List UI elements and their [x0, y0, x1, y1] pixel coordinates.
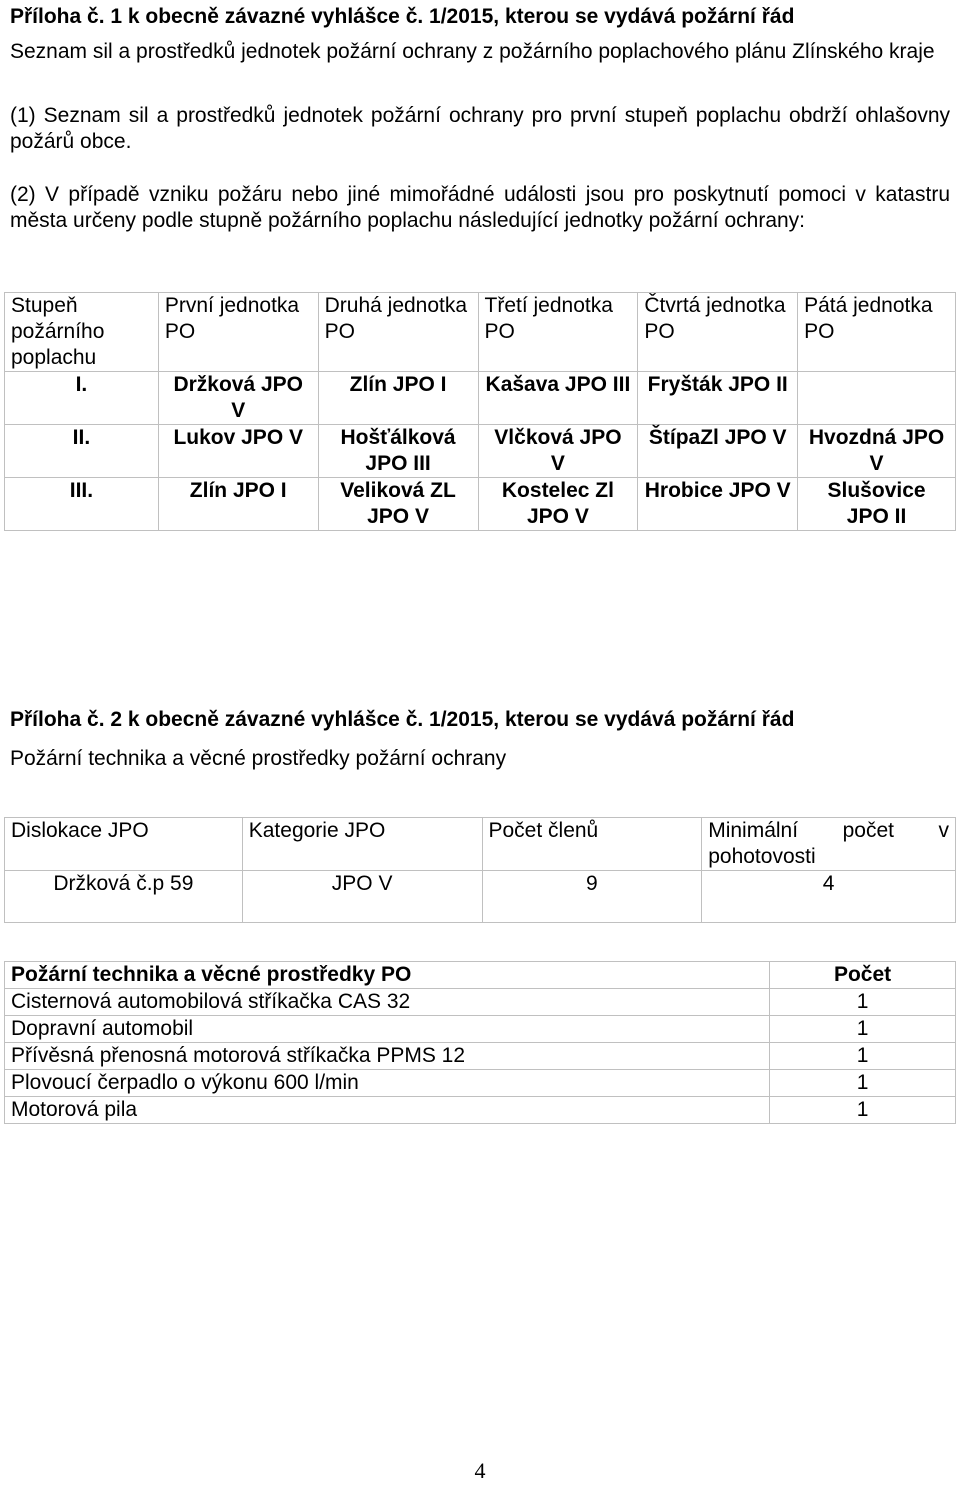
count-cell: 1 — [770, 1043, 956, 1070]
annex2-subtitle: Požární technika a věcné prostředky požární ochrany — [10, 747, 507, 770]
table-header-row — [5, 962, 956, 989]
equipment-cell: Přívěsná přenosná motorová stříkačka PPMS 12 — [5, 1043, 770, 1070]
table-row — [5, 989, 956, 1016]
unit-info-table — [4, 817, 956, 923]
header-equipment: Požární technika a věcné prostředky PO — [5, 962, 770, 989]
equipment-cell: Cisternová automobilová stříkačka CAS 32 — [5, 989, 770, 1016]
min-standby-cell: 4 — [702, 871, 956, 923]
equipment-cell: Plovoucí čerpadlo o výkonu 600 l/min — [5, 1070, 770, 1097]
count-cell: 1 — [770, 1097, 956, 1124]
header-unit-4: Čtvrtá jednotka PO — [638, 293, 798, 372]
header-unit-2: Druhá jednotka PO — [318, 293, 478, 372]
unit-cell: Slušovice JPO II — [798, 478, 956, 531]
count-cell: 1 — [770, 1016, 956, 1043]
alarm-degree-table — [4, 292, 956, 531]
table-row — [5, 1097, 956, 1124]
header-dislocation: Dislokace JPO — [5, 818, 243, 871]
header-min-standby: Minimální počet v pohotovosti — [702, 818, 956, 871]
unit-cell: Hošťálková JPO III — [318, 425, 478, 478]
header-unit-3: Třetí jednotka PO — [478, 293, 638, 372]
count-cell: 1 — [770, 1070, 956, 1097]
table-row — [5, 1043, 956, 1070]
unit-cell: Hrobice JPO V — [638, 478, 798, 531]
header-category: Kategorie JPO — [242, 818, 482, 871]
unit-cell: Fryšták JPO II — [638, 372, 798, 425]
count-cell: 1 — [770, 989, 956, 1016]
header-alarm-degree: Stupeň požárního poplachu — [5, 293, 159, 372]
equipment-cell: Dopravní automobil — [5, 1016, 770, 1043]
header-count: Počet — [770, 962, 956, 989]
unit-cell: Zlín JPO I — [158, 478, 318, 531]
table-row — [5, 871, 956, 923]
table-row — [5, 1016, 956, 1043]
annex1-paragraph-2: (2) V případě vzniku požáru nebo jiné mimořádné události jsou pro poskytnutí pomoci v katastru města určeny podle stupně požárního poplachu následující jednotky požární ochrany: — [10, 183, 950, 232]
unit-cell: Veliková ZL JPO V — [318, 478, 478, 531]
unit-cell: Držková JPO V — [158, 372, 318, 425]
unit-cell: Zlín JPO I — [318, 372, 478, 425]
page-number: 4 — [474, 1458, 486, 1483]
header-unit-1: První jednotka PO — [158, 293, 318, 372]
table-row — [5, 372, 956, 425]
degree-cell: II. — [5, 425, 159, 478]
unit-cell: Lukov JPO V — [158, 425, 318, 478]
degree-cell: I. — [5, 372, 159, 425]
category-cell: JPO V — [242, 871, 482, 923]
equipment-table — [4, 961, 956, 1124]
unit-cell: Vlčková JPO V — [478, 425, 638, 478]
annex1-subtitle: Seznam sil a prostředků jednotek požární ochrany z požárního poplachového plánu Zlínského kraje — [10, 40, 935, 63]
unit-cell — [798, 372, 956, 425]
dislocation-cell: Držková č.p 59 — [5, 871, 243, 923]
table-row — [5, 1070, 956, 1097]
equipment-cell: Motorová pila — [5, 1097, 770, 1124]
annex1-paragraph-1: (1) Seznam sil a prostředků jednotek požární ochrany pro první stupeň poplachu obdrží ohlašovny požárů obce. — [10, 104, 950, 153]
unit-cell: Hvozdná JPO V — [798, 425, 956, 478]
unit-cell: ŠtípaZl JPO V — [638, 425, 798, 478]
header-unit-5: Pátá jednotka PO — [798, 293, 956, 372]
table-row — [5, 478, 956, 531]
table-header-row — [5, 818, 956, 871]
header-members: Počet členů — [482, 818, 702, 871]
annex1-title: Příloha č. 1 k obecně závazné vyhlášce č. 1/2015, kterou se vydává požární řád — [10, 5, 795, 28]
annex2-title: Příloha č. 2 k obecně závazné vyhlášce č. 1/2015, kterou se vydává požární řád — [10, 708, 795, 731]
members-cell: 9 — [482, 871, 702, 923]
table-header-row — [5, 293, 956, 372]
unit-cell: Kostelec Zl JPO V — [478, 478, 638, 531]
unit-cell: Kašava JPO III — [478, 372, 638, 425]
degree-cell: III. — [5, 478, 159, 531]
table-row — [5, 425, 956, 478]
